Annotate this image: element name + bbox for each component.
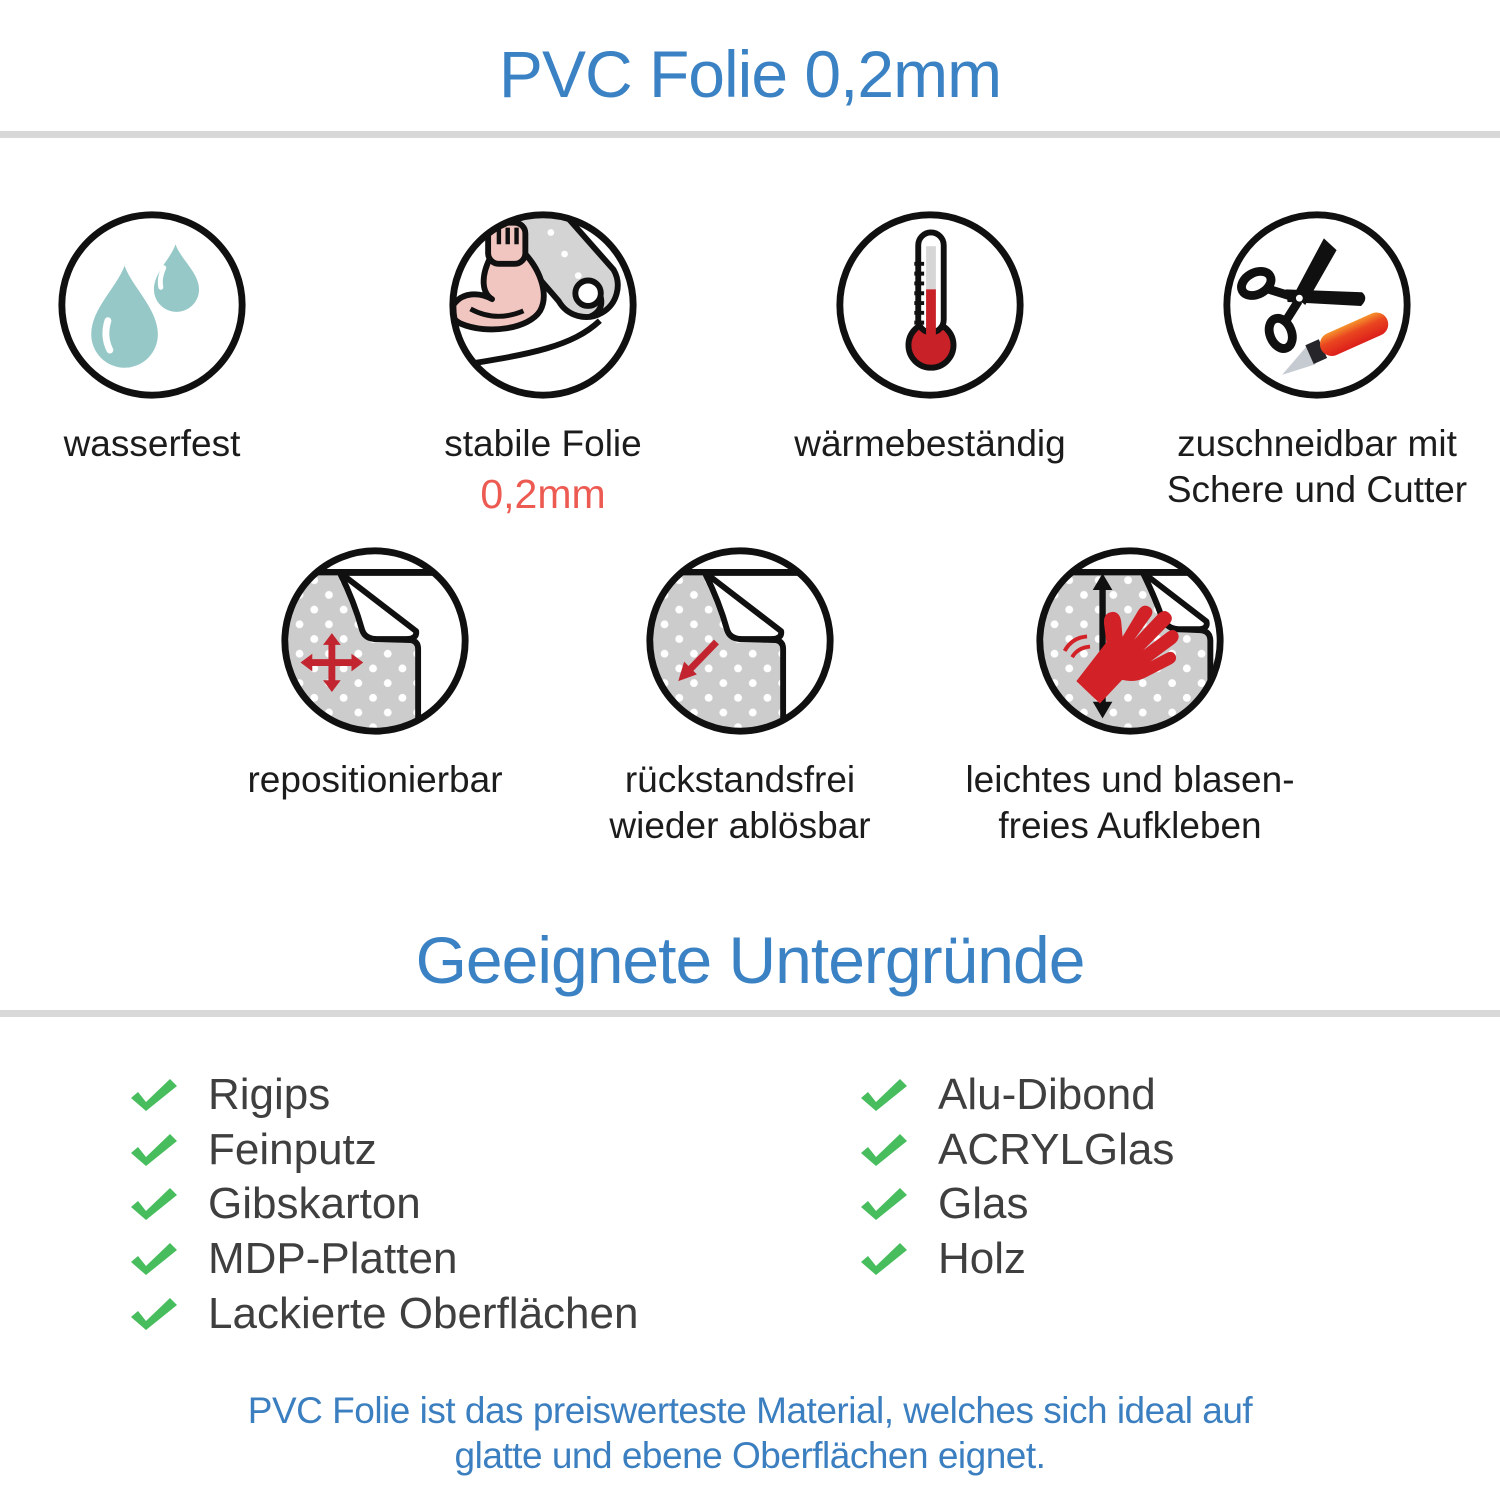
check-icon xyxy=(858,1133,910,1167)
substrate-item xyxy=(858,1068,1174,1123)
substrate-item xyxy=(858,1123,1174,1178)
footer-note xyxy=(0,1388,1500,1478)
feature-sublabel: 0,2mm xyxy=(480,471,606,517)
substrate-label: MDP-Platten xyxy=(208,1234,458,1284)
feature-waermebestaendig xyxy=(750,207,1110,467)
section-title-untergruende: Geeignete Untergründe xyxy=(415,923,1085,997)
feature-label-line2: Schere und Cutter xyxy=(1166,469,1468,510)
feature-label-line2: wieder ablösbar xyxy=(609,805,871,846)
divider-bottom xyxy=(0,1010,1500,1017)
substrate-label: Feinputz xyxy=(208,1124,377,1174)
feature-label: leichtes und blasen- xyxy=(965,759,1295,800)
thermometer-icon xyxy=(832,207,1028,403)
feature-label: repositionierbar xyxy=(247,759,503,800)
check-icon xyxy=(858,1187,910,1221)
peel-off-arrow-icon xyxy=(642,543,838,739)
hand-smoothing-icon xyxy=(1032,543,1228,739)
substrate-label: ACRYLGlas xyxy=(938,1124,1175,1174)
substrate-label: Glas xyxy=(938,1179,1029,1229)
check-icon xyxy=(128,1187,180,1221)
substrate-item xyxy=(858,1232,1174,1287)
check-icon xyxy=(128,1133,180,1167)
check-icon xyxy=(858,1242,910,1276)
check-icon xyxy=(128,1242,180,1276)
feature-label: rückstandsfrei xyxy=(624,759,856,800)
feature-label-line2: freies Aufkleben xyxy=(998,805,1262,846)
substrate-label: Gibskarton xyxy=(208,1179,421,1229)
feature-label: stabile Folie xyxy=(444,423,642,464)
feature-zuschneidbar xyxy=(1137,207,1497,513)
feature-label: wärmebeständig xyxy=(794,423,1066,464)
footer-line2: glatte und ebene Oberflächen eignet. xyxy=(454,1435,1046,1476)
feature-label: wasserfest xyxy=(63,423,241,464)
substrate-list-right xyxy=(858,1068,1174,1286)
divider-top xyxy=(0,131,1500,138)
substrate-item xyxy=(128,1068,638,1123)
substrate-label: Alu-Dibond xyxy=(938,1070,1156,1120)
check-icon xyxy=(128,1078,180,1112)
scissors-cutter-icon xyxy=(1219,207,1415,403)
water-drops-icon xyxy=(54,207,250,403)
feature-stabile-folie xyxy=(363,207,723,517)
substrate-item xyxy=(128,1286,638,1341)
feature-rueckstandsfrei xyxy=(560,543,920,849)
substrate-label: Holz xyxy=(938,1234,1027,1284)
feature-label: zuschneidbar mit xyxy=(1177,423,1457,464)
check-icon xyxy=(128,1297,180,1331)
substrate-list-left xyxy=(128,1068,638,1341)
substrate-item xyxy=(128,1232,638,1287)
feature-wasserfest xyxy=(0,207,332,467)
substrate-label: Lackierte Oberflächen xyxy=(208,1288,639,1338)
page-title: PVC Folie 0,2mm xyxy=(498,37,1002,111)
substrate-item xyxy=(128,1177,638,1232)
muscle-arm-foil-icon xyxy=(445,207,641,403)
feature-blasenfrei xyxy=(950,543,1310,849)
footer-line1: PVC Folie ist das preiswerteste Material, welches sich ideal auf xyxy=(247,1390,1253,1431)
feature-repositionierbar xyxy=(195,543,555,803)
check-icon xyxy=(858,1078,910,1112)
substrate-item xyxy=(858,1177,1174,1232)
substrate-label: Rigips xyxy=(208,1070,331,1120)
substrate-item xyxy=(128,1123,638,1178)
reposition-arrows-icon xyxy=(277,543,473,739)
